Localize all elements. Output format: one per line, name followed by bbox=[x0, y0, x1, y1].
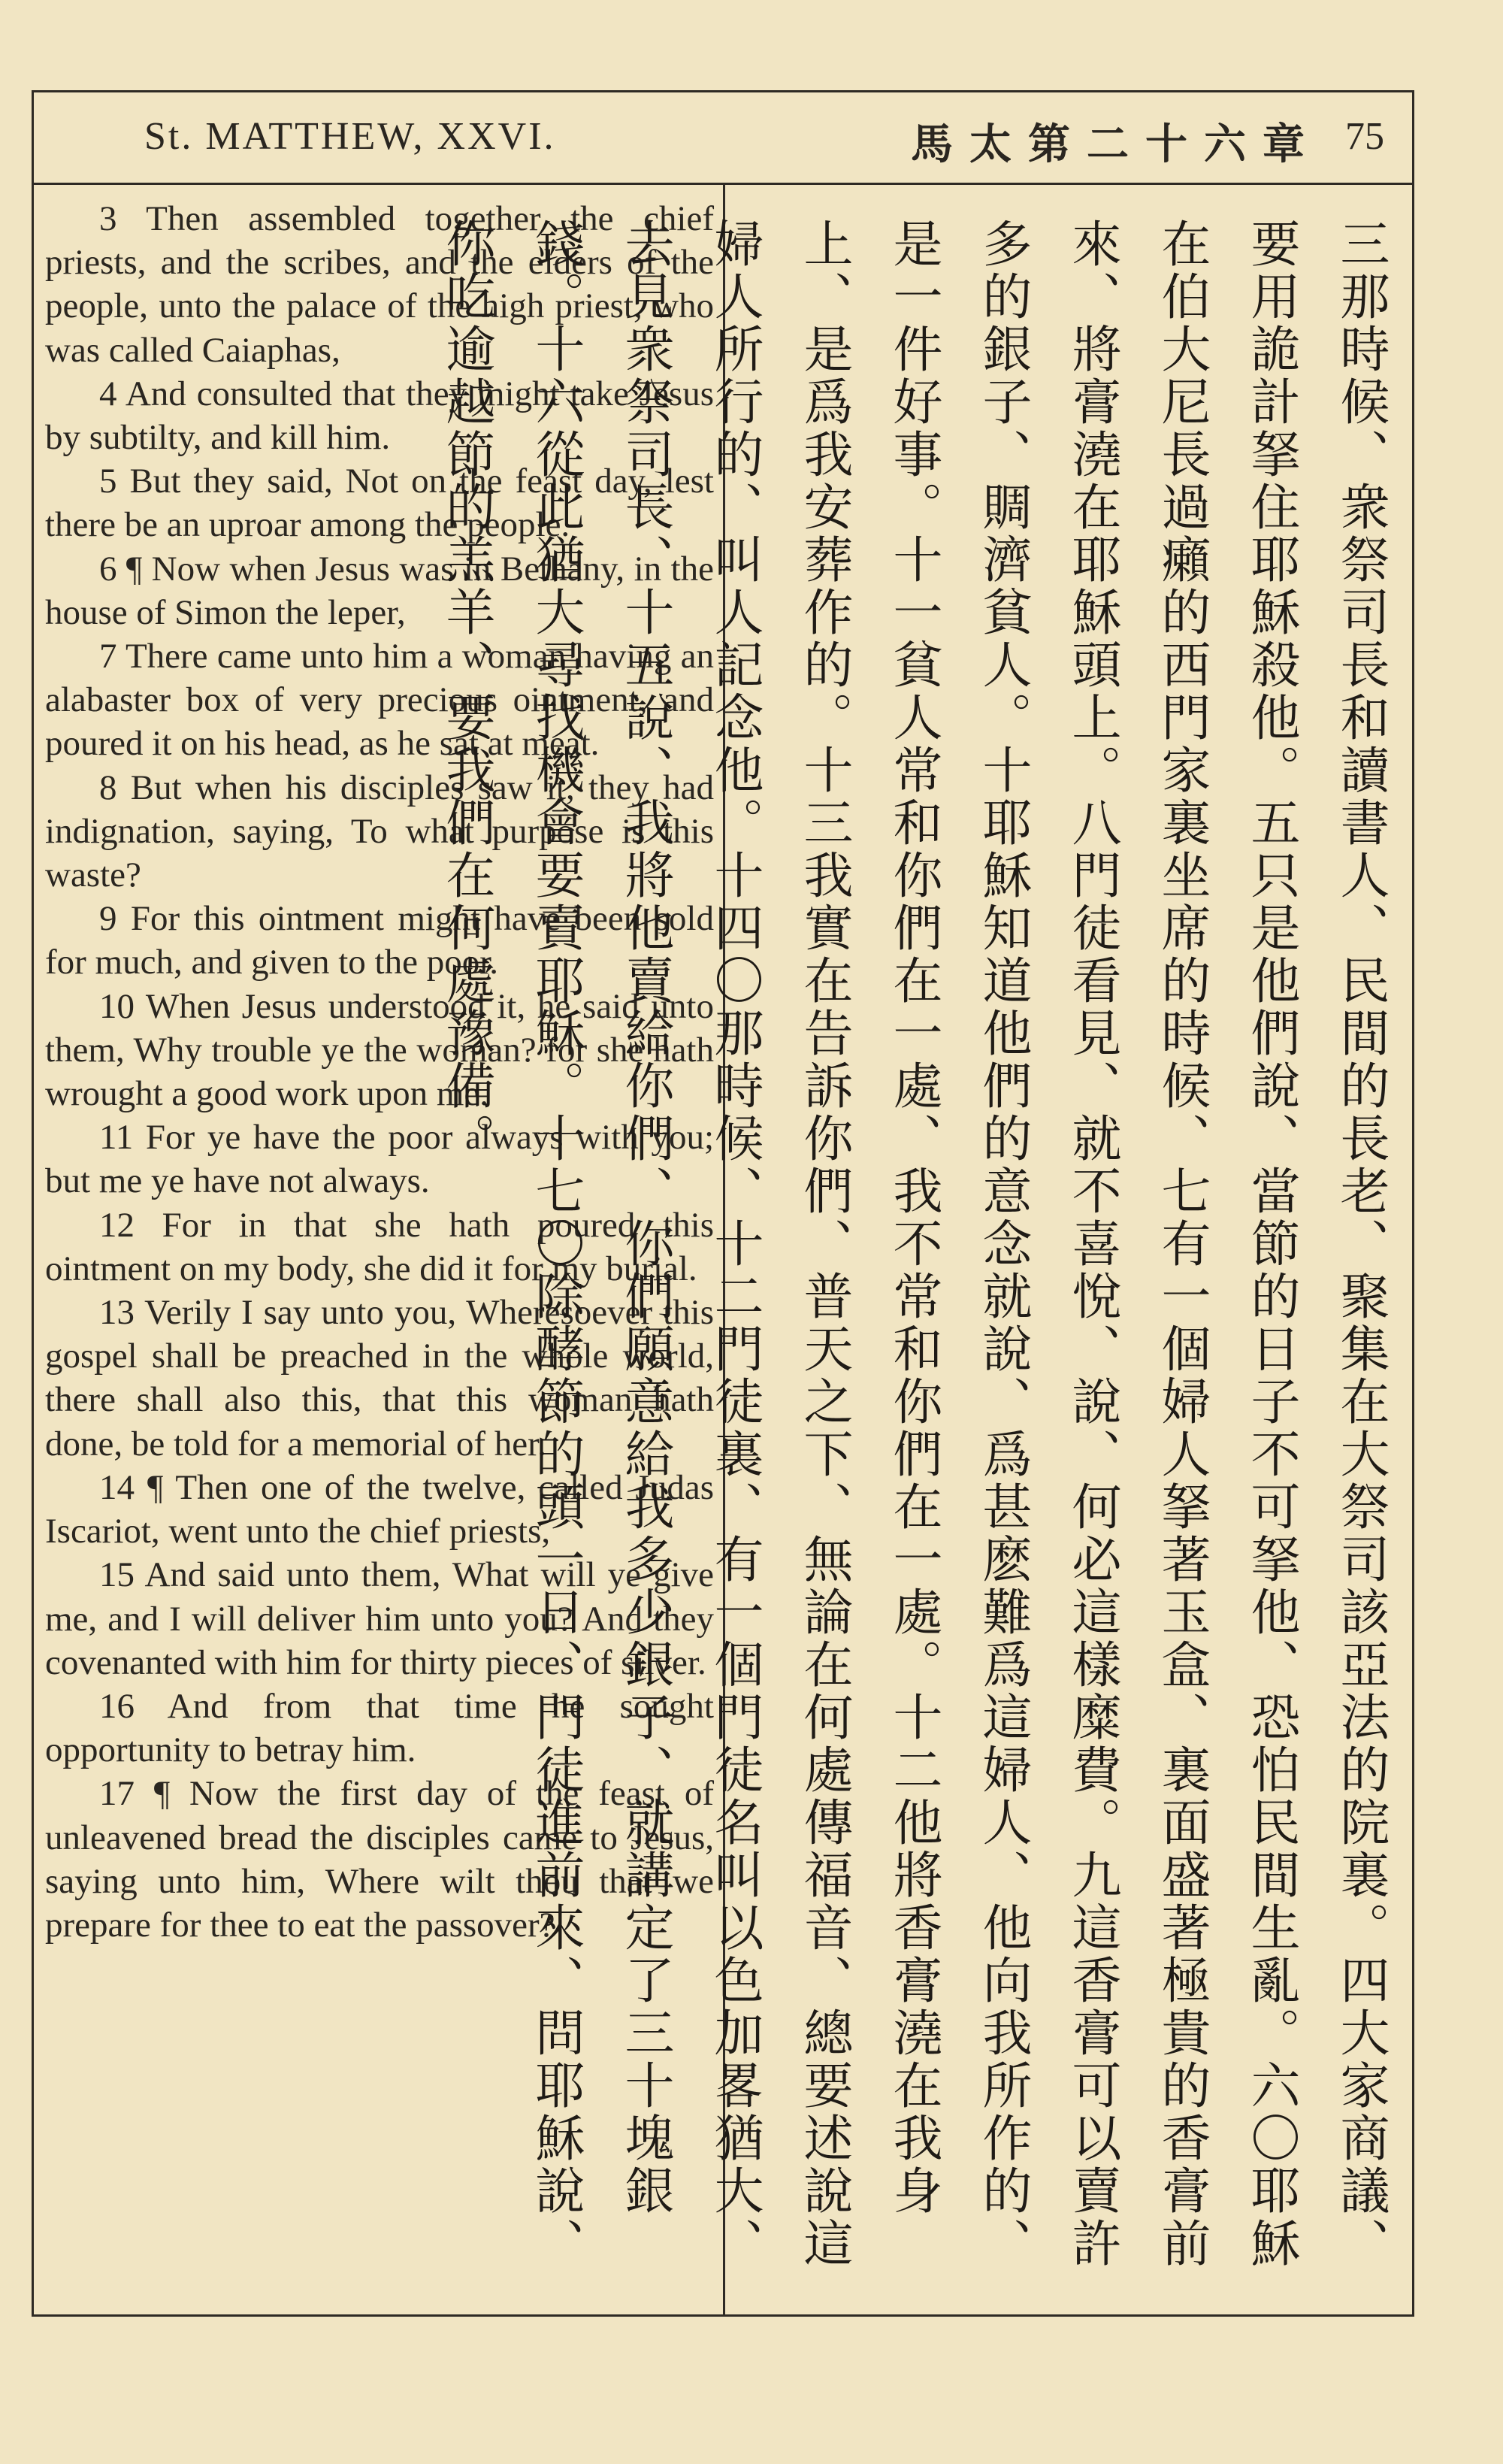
page-number: 75 bbox=[1345, 115, 1384, 158]
verse-8: 8 But when his disciples saw it, they had indignation, saying, To what purpose is this waste? bbox=[45, 767, 714, 895]
chinese-column bbox=[437, 218, 1405, 2308]
verse-4: 4 And consulted that they might take Jesus by subtilty, and kill him. bbox=[45, 374, 714, 458]
chinese-running-title: 馬太第二十六章 bbox=[911, 120, 1321, 169]
english-running-title: St. MATTHEW, XXVI. bbox=[144, 115, 556, 158]
verse-3: 3 Then assembled together the chief priests, and the scribes, and the elders of the people, unto the palace of the high priest, who was called Caiaphas, bbox=[45, 199, 714, 370]
verse-16: 16 And from that time he sought opportunity to betray him. bbox=[45, 1686, 714, 1770]
verse-6: 6 ¶ Now when Jesus was in Bethany, in the house of Simon the leper, bbox=[45, 549, 714, 632]
verse-11: 11 For ye have the poor always with you; but me ye have not always. bbox=[45, 1118, 714, 1201]
verse-13: 13 Verily I say unto you, Wheresoever this gospel shall be preached in the whole world, there shall also this, that this woman hath done, be told for a memorial of her. bbox=[45, 1293, 714, 1464]
running-header bbox=[32, 90, 1414, 185]
verse-10: 10 When Jesus understood it, he said unto them, Why trouble ye the woman? for she hath wrought a good work upon me. bbox=[45, 986, 714, 1114]
verse-9: 9 For this ointment might have been sold for much, and given to the poor. bbox=[45, 899, 714, 982]
chinese-vertical-text: 三那時候、衆祭司長和讀書人、民間的長老、聚集在大祭司該亞法的院裏。四大家商議、要用詭計拏住耶穌殺他。五只是他們說、當節的日子不可拏他、恐怕民間生亂。六〇耶穌在伯大尼長過癩的西門家裏坐席的時候、七有一個婦人拏著玉盒、裏面盛著極貴的香膏前來、將膏澆在耶穌頭上。八門徒看見、就不喜悅、說、何必這樣糜費。九這香膏可以賣許多的銀子、賙濟貧人。十耶穌知道他們的意念就說、爲甚麽難爲這婦人、他向我所作的、是一件好事。十一貧人常和你們在一處、我不常和你們在一處。十二他將香膏澆在我身上、是爲我安葬作的。十三我實在告訴你們、普天之下、無論在何處傳福音、總要述說這婦人所行的、叫人記念他。十四〇那時候、十二門徒裏、有一個門徒名叫以色加畧猶大、去見衆祭司長、十五說、我將他賣給你們、你們願意給我多少銀子、就講定了三十塊銀錢。十六從此猶大尋找機會要賣耶穌。十七〇除酵節的頭一日、門徒進前來、問耶穌說、你吃逾越節的羔羊、要我們在何處豫備。 bbox=[437, 218, 1390, 2270]
verse-12: 12 For in that she hath poured this ointment on my body, she did it for my burial. bbox=[45, 1205, 714, 1288]
verse-14: 14 ¶ Then one of the twelve, called Judas Iscariot, went unto the chief priests, bbox=[45, 1467, 714, 1551]
verse-15: 15 And said unto them, What will ye give me, and I will deliver him unto you? And they covenanted with him for thirty pieces of silver. bbox=[45, 1555, 714, 1682]
verse-5: 5 But they said, Not on the feast day, lest there be an uproar among the people. bbox=[45, 462, 714, 545]
verse-17: 17 ¶ Now the first day of the feast of unleavened bread the disciples came to Jesus, saying unto him, Where wilt thou that we prepare for thee to eat the passover? bbox=[45, 1774, 714, 1945]
verse-7: 7 There came unto him a woman having an alabaster box of very precious ointment, and poured it on his head, as he sat at meat. bbox=[45, 637, 714, 764]
